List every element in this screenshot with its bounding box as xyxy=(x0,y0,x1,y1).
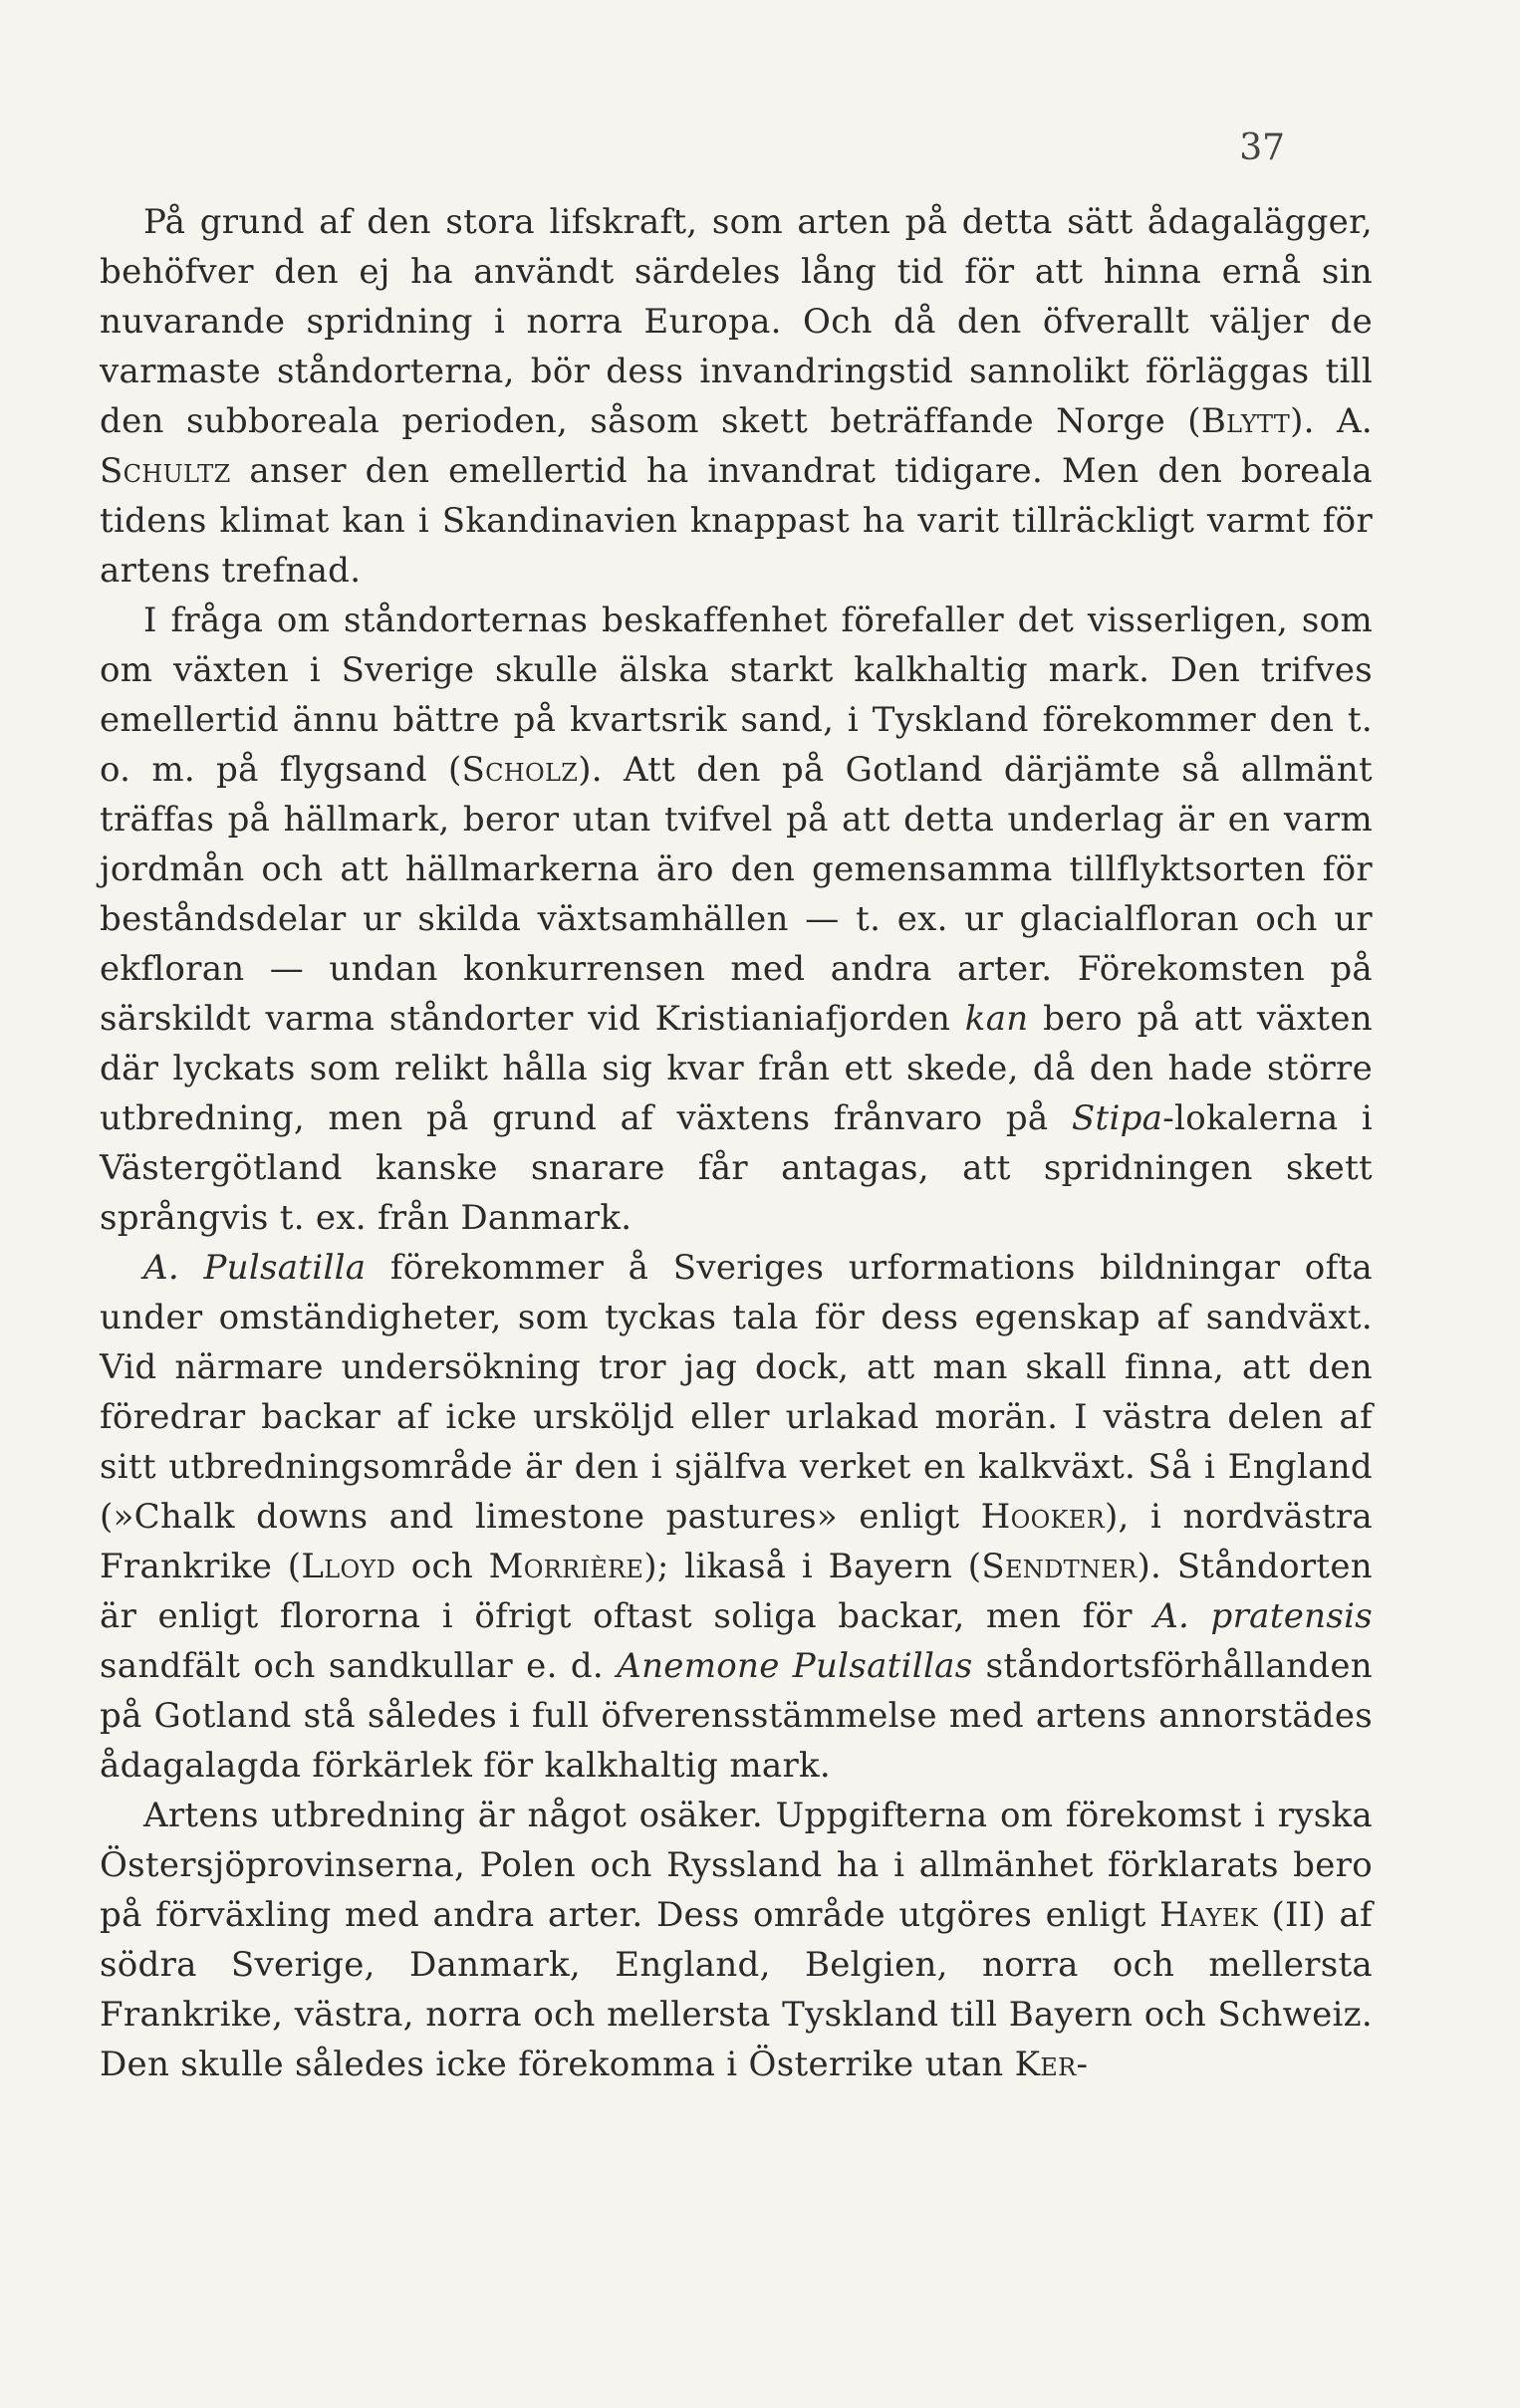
paragraph xyxy=(100,1243,1373,1791)
text-run: ), i nordvästra Frankrike ( xyxy=(100,1497,1373,1586)
text-run: sandfält och sandkullar e. d. xyxy=(100,1646,618,1686)
text-run: kan xyxy=(964,999,1029,1039)
text-run: A. Pulsatilla xyxy=(143,1248,367,1288)
body-text xyxy=(100,197,1373,2089)
text-run: och xyxy=(395,1547,489,1586)
text-run: ). Ståndorten är enligt flororna i öfrigt oftast soliga backar, men för xyxy=(100,1547,1373,1636)
paragraph xyxy=(100,197,1373,596)
text-run: Scholz xyxy=(461,750,579,790)
paragraph xyxy=(100,1791,1373,2089)
text-run: (II) af södra Sverige, Danmark, England, Belgien, norra och mellersta Frankrike, västra, norra och mellersta Tyskland till Bayern och Schweiz. Den skulle således icke förekomma i Österrike utan xyxy=(100,1895,1374,2084)
paragraph xyxy=(100,596,1373,1243)
text-run: Hayek xyxy=(1159,1895,1258,1935)
page-number: 37 xyxy=(1239,127,1285,168)
text-run: förekommer å Sveriges urformations bildningar ofta under omständigheter, som tyckas tala för dess egenskap af sandväxt. Vid närmare undersökning tror jag dock, att man skall finna, att den föredrar backar af icke ursköljd eller urlakad morän. I västra delen af sitt utbredningsområde är den i själfva verket en kalkväxt. Så i England (»Chalk downs and limestone pastures» enligt xyxy=(100,1248,1373,1537)
text-run: Artens utbredning är något osäker. Uppgifterna om förekomst i ryska Östersjöprovinserna, Polen och Ryssland ha i allmänhet förklarats bero på förväxling med andra arter. Dess område utgöres enligt xyxy=(100,1796,1373,1935)
text-run: I fråga om ståndorternas beskaffenhet förefaller det visserligen, som om växten i Sverige skulle älska starkt kalkhaltig mark. Den trifves emellertid ännu bättre på kvartsrik sand, i Tyskland förekommer den t. o. m. på flygsand ( xyxy=(100,601,1373,790)
text-run: Morrière xyxy=(488,1547,644,1586)
text-run: Stipa xyxy=(1071,1098,1163,1138)
text-run: Sendtner xyxy=(981,1547,1138,1586)
text-run: Anemone Pulsatillas xyxy=(617,1646,973,1686)
text-run: ). A. xyxy=(1290,401,1373,441)
text-run: ståndortsförhållanden på Gotland stå således i full öfverensstämmelse med artens annorstädes ådagalagda förkärlek för kalkhaltig mark. xyxy=(100,1646,1373,1786)
text-run: A. pratensis xyxy=(1153,1596,1373,1636)
text-run: Lloyd xyxy=(301,1547,396,1586)
text-run: bero på att växten där lyckats som relikt hålla sig kvar från ett skede, då den hade större utbredning, men på grund af växtens frånvaro på xyxy=(100,999,1373,1138)
text-run: ). Att den på Gotland därjämte så allmänt träffas på hällmark, beror utan tvifvel på att detta underlag är en varm jordmån och att hällmarkerna äro den gemensamma tillflyktsorten för beståndsdelar ur skilda växtsamhällen — t. ex. ur glacialfloran och ur ekfloran — undan konkurrensen med andra arter. Förekomsten på särskildt varma ståndorter vid Kristianiafjorden xyxy=(100,750,1373,1039)
text-run: anser den emellertid ha invandrat tidigare. Men den boreala tidens klimat kan i Skandinavien knappast ha varit tillräckligt varmt för artens trefnad. xyxy=(100,451,1373,591)
text-run: Blytt xyxy=(1200,401,1291,441)
text-run: Ker- xyxy=(1014,2045,1089,2084)
text-run: Schultz xyxy=(100,451,231,491)
text-run: -lokalerna i Västergötland kanske snarare får antagas, att spridningen skett språngvis t. ex. från Danmark. xyxy=(100,1098,1373,1238)
text-run: På grund af den stora lifskraft, som arten på detta sätt ådagalägger, behöfver den ej ha användt särdeles lång tid för att hinna ernå sin nuvarande spridning i norra Europa. Och då den öfverallt väljer de varmaste ståndorterna, bör dess invandringstid sannolikt förläggas till den subboreala perioden, såsom skett beträffande Norge ( xyxy=(100,202,1373,441)
text-run: ); likaså i Bayern ( xyxy=(643,1547,982,1586)
text-run: Hooker xyxy=(980,1497,1105,1537)
